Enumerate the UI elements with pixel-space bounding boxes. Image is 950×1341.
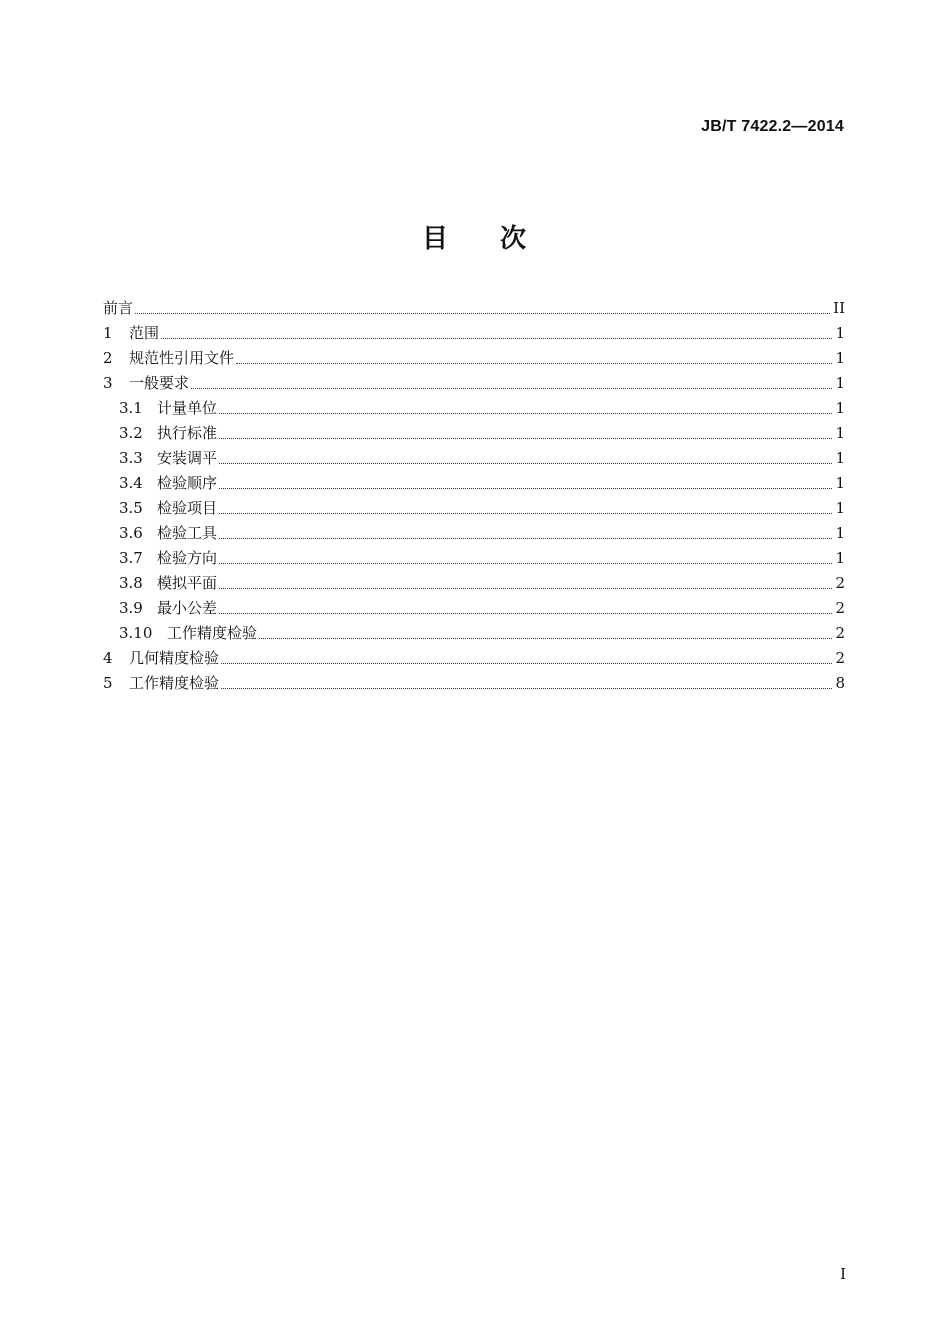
toc-leader-dots [135, 313, 830, 314]
toc-entry-page: 1 [835, 324, 845, 342]
toc-entry-number: 3.3 [119, 449, 143, 467]
toc-entry-number: 3.8 [119, 574, 143, 592]
table-of-contents [103, 296, 845, 696]
toc-entry-number: 3.5 [119, 499, 143, 517]
toc-entry-number: 5 [103, 674, 113, 692]
title-char-1: 目 [421, 224, 450, 254]
toc-entry-label: 检验工具 [157, 524, 218, 542]
toc-entry-label: 一般要求 [129, 374, 190, 392]
toc-entry-1[interactable] [103, 321, 845, 346]
toc-entry-label: 检验方向 [157, 549, 218, 567]
toc-leader-dots [221, 688, 832, 689]
toc-entry-3-8[interactable] [103, 571, 845, 596]
toc-entry-label: 范围 [129, 324, 160, 342]
toc-entry-3-5[interactable] [103, 496, 845, 521]
toc-entry-number: 1 [103, 324, 113, 342]
toc-entry-label: 前言 [103, 299, 134, 317]
toc-entry-5[interactable] [103, 671, 845, 696]
toc-entry-3-2[interactable] [103, 421, 845, 446]
toc-entry-3-1[interactable] [103, 396, 845, 421]
toc-entry-3-3[interactable] [103, 446, 845, 471]
toc-entry-page: 2 [835, 649, 845, 667]
toc-entry-3-6[interactable] [103, 521, 845, 546]
toc-entry-label: 最小公差 [157, 599, 218, 617]
toc-leader-dots [219, 438, 832, 439]
toc-entry-number: 3.4 [119, 474, 143, 492]
toc-entry-page: 1 [835, 474, 845, 492]
toc-entry-number: 3.1 [119, 399, 143, 417]
toc-entry-page: 1 [835, 524, 845, 542]
toc-entry-label: 安装调平 [157, 449, 218, 467]
toc-entry-label: 检验项目 [157, 499, 218, 517]
standard-code: JB/T 7422.2—2014 [701, 118, 844, 135]
toc-leader-dots [219, 588, 832, 589]
toc-leader-dots [219, 563, 832, 564]
toc-entry-label: 计量单位 [157, 399, 218, 417]
toc-entry-page: 1 [835, 449, 845, 467]
toc-entry-3-9[interactable] [103, 596, 845, 621]
toc-entry-page: 1 [835, 499, 845, 517]
toc-entry-number: 3.7 [119, 549, 143, 567]
toc-leader-dots [219, 513, 832, 514]
toc-entry-3-4[interactable] [103, 471, 845, 496]
toc-entry-page: 1 [835, 549, 845, 567]
toc-leader-dots [219, 463, 832, 464]
toc-entry-page: 8 [835, 674, 845, 692]
toc-entry-page: 2 [835, 624, 845, 642]
toc-entry-label: 几何精度检验 [129, 649, 220, 667]
toc-leader-dots [191, 388, 832, 389]
toc-entry-label: 检验顺序 [157, 474, 218, 492]
page-number: I [840, 1265, 846, 1283]
toc-entry-3-7[interactable] [103, 546, 845, 571]
toc-entry-page: 1 [835, 399, 845, 417]
toc-leader-dots [221, 663, 832, 664]
toc-entry-page: 1 [835, 424, 845, 442]
toc-entry-4[interactable] [103, 646, 845, 671]
toc-entry-label: 模拟平面 [157, 574, 218, 592]
title-char-2: 次 [500, 224, 529, 254]
toc-entry-label: 规范性引用文件 [129, 349, 235, 367]
toc-entry-3[interactable] [103, 371, 845, 396]
toc-entry-page: 2 [835, 574, 845, 592]
toc-entry-page: 1 [835, 349, 845, 367]
toc-leader-dots [219, 413, 832, 414]
toc-entry-number: 3.9 [119, 599, 143, 617]
toc-entry-number: 3.2 [119, 424, 143, 442]
toc-leader-dots [236, 363, 832, 364]
toc-leader-dots [219, 488, 832, 489]
toc-leader-dots [161, 338, 832, 339]
toc-entry-number: 4 [103, 649, 113, 667]
toc-entry-number: 3.10 [119, 624, 153, 642]
toc-entry-preface[interactable] [103, 296, 845, 321]
toc-entry-number: 3.6 [119, 524, 143, 542]
toc-leader-dots [219, 613, 832, 614]
toc-entry-page: 1 [835, 374, 845, 392]
toc-entry-label: 执行标准 [157, 424, 218, 442]
toc-entry-number: 2 [103, 349, 113, 367]
toc-entry-page: II [833, 299, 845, 317]
toc-entry-label: 工作精度检验 [129, 674, 220, 692]
page-title [0, 218, 950, 255]
toc-entry-page: 2 [835, 599, 845, 617]
toc-entry-2[interactable] [103, 346, 845, 371]
toc-entry-label: 工作精度检验 [167, 624, 258, 642]
toc-entry-number: 3 [103, 374, 113, 392]
toc-leader-dots [259, 638, 832, 639]
toc-leader-dots [219, 538, 832, 539]
toc-entry-3-10[interactable] [103, 621, 845, 646]
